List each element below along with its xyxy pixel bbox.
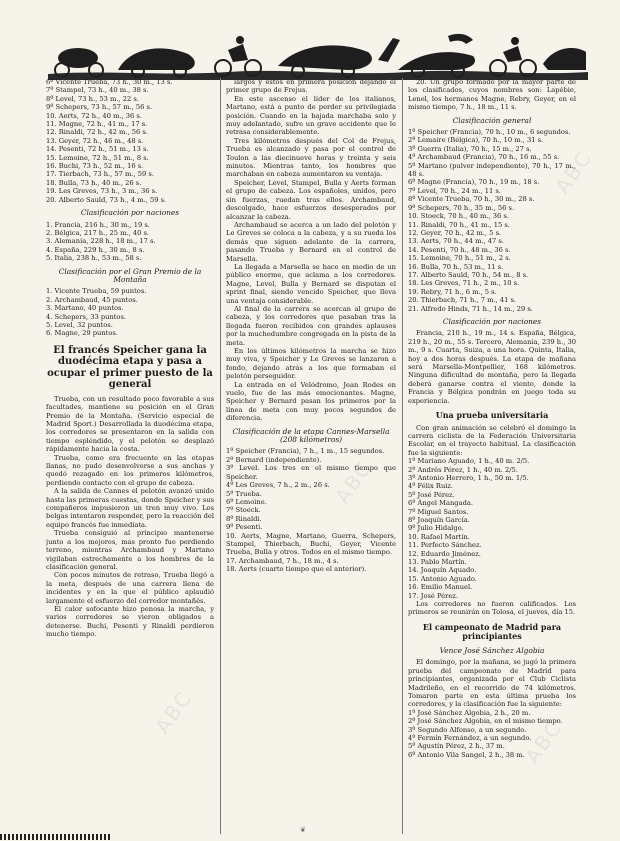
list-item: 13. Geyer, 72 h., 46 m., 48 s. [46,136,144,145]
list-item: 4º Les Greves, 7 h., 2 m., 26 s. [226,481,330,490]
list-item: 20. Thierbach, 71 h., 7 m., 41 s. [408,296,517,305]
section-heading: Clasificación de la etapa Cannes-Marsella (208 kilómetros) [232,426,390,445]
list-item: 6º Magne (Francia), 70 h., 19 m., 18 s. [408,178,540,187]
list-item: 1º José Sánchez Algobia, 2 h., 20 m. [408,708,531,717]
list-item: 9º Pesenti. [226,523,263,532]
list-item: 9º Julio Hidalgo. [408,524,464,533]
article-paragraph: Archambaud se acerca a un lado del pelotón y Le Greves se coloca a la cabeza, y a su rueda los demás que siguen adelante de la carrera, pasando Trueba y Bernard en el control de Marsella. [226,220,396,263]
list-item: 12. Rinaldi, 72 h., 42 m., 56 s. [46,128,148,137]
list-item: 4. España, 229 h., 30 m., 8 s. [46,245,145,254]
list-item: 5º Martano (pulver independiente), 70 h., 17 m., 48 s. [408,161,576,179]
list-item: 10. Rafael Martín. [408,532,470,541]
list-item: 21. Alfredo Hinds, 71 h., 14 m., 29 s. [408,304,533,313]
list-item: 16. Emilio Manuel. [408,583,473,592]
list-item: 8º Joaquín García. [408,516,470,524]
list-item: 8º Rinaldi. [226,514,262,523]
column-middle [226,78,396,836]
list-item: 17. Alberto Sauld, 70 h., 54 m., 8 s. [408,270,529,279]
list-item: 10. Aerts, 72 h., 40 m., 36 s. [46,111,142,120]
list-item: 15. Lemoine, 72 h., 51 m., 8 s. [46,153,149,162]
list-item: 11. Perfecto Sánchez. [408,541,482,550]
article-paragraph: Trueba consiguió al principio mantenerse junto a los mejores, mas pronto fue perdiendo terreno, mientras Archambaud y Martano vigilaban estrechamente a los hombres de la clasificación general. [46,529,214,571]
list-item: 1. Vicente Trueba, 59 puntos. [46,287,147,296]
article-paragraph: Al final de la carrera se acercan al grupo de cabeza, y los corredores que pasaban tras la llegada fueron recibidos con grandes aplausos por la muchedumbre congregada en la pista de la meta. [226,304,396,347]
section-heading: Clasificación por naciones [442,316,542,326]
nations-list [46,221,214,263]
list-item: 13. Aerts, 70 h., 44 m., 47 s. [408,237,504,246]
list-item: 2. Bélgica, 217 h., 25 m., 40 s. [46,228,150,237]
list-item: 1º Speicher (Francia), 7 h., 1 m., 15 segundos. [226,447,385,456]
article-paragraph: A la salida de Cannes el pelotón avanzó unido hasta las primeras cuestas, donde Speicher y sus compañeros impusieron un tren muy vivo. Los belgas intentaron responder, pero la reacción del equipo francés fue inmediata. [46,487,214,529]
list-item: 19. Les Greves, 73 h., 3 m., 36 s. [46,187,158,196]
list-item: 10. Stoeck, 70 h., 40 m., 36 s. [408,212,509,221]
list-item: 17. Tierbach, 73 h., 57 m., 59 s. [46,170,154,179]
article-paragraph: Con pocos minutos de retraso, Trueba llegó a la meta, después de una carrera llena de incidentes y en la que el público aplaudió largamente el esfuerzo del corredor montañés. [46,571,214,605]
list-item: 8º Vicente Trueba, 70 h., 30 m., 28 s. [408,195,535,204]
list-item: 6º Vicente Trueba, 73 h., 30 m., 13 s. [46,78,173,86]
list-item: 3º Level. Los tres en el mismo tiempo que Speicher. [226,464,396,481]
list-item: 17. José Pérez. [408,591,458,600]
list-item: 18. Les Greves, 71 h., 2 m., 10 s. [408,279,520,288]
list-item: 15. Lemoine, 70 h., 51 m., 2 s. [408,254,511,263]
article-paragraph: largos y estos en primera posición dejando el primer grupo de Frejus. [226,78,396,95]
section-heading: Clasificación general [452,115,532,125]
article-paragraph: Con gran animación se celebró el domingo la carrera ciclista de la Federación Universitaria Escolar, en el trayecto habitual. La clasificación fue la siguiente: [408,423,576,457]
list-item: 2º Lemaire (Bélgica), 70 h., 10 m., 31 s. [408,136,544,145]
article-paragraph: Francia, 210 h., 19 m., 14 s. España, Bélgica, 219 h., 20 m., 55 s. Tercero, Alemania, 239 h., 30 m., 9 s. Cuarta, Suiza, a una hora. Quinta, Italia, hoy a dos horas después. La etapa de mañana será Marsella-Montpellier, 168 kilómetros. Ninguna dificultad de montaña, pero la llegada deberá ganarse contra el viento, donde la Francia y Bélgica pondrán en juego toda su experiencia. [408,329,576,405]
list-item: 5º Agustín Pérez, 2 h., 37 m. [408,742,505,751]
list-item: 1º Speicher (Francia), 70 h., 10 m., 6 segundos. [408,128,571,137]
fleuron-ornament: ❦ [300,826,306,834]
general-ranking-list [46,78,214,204]
list-item: 15. Antonio Aguado. [408,574,477,583]
list-item: 18. Aerts (cuarto tiempo que el anterior). [226,565,367,574]
list-item: 9º Schepers, 70 h., 35 m., 56 s. [408,203,515,212]
list-item: 1. Francia, 216 h., 30 m., 19 s. [46,220,150,229]
list-item: 11. Magne, 72 h., 41 m., 17 s. [46,120,148,129]
list-item: 9º Schepers, 73 h., 57 m., 56 s. [46,103,153,112]
article-paragraph: El calor sofocante hizo penosa la marcha, y varios corredores se vieron obligados a detenerse. Buchi, Pesenti y Rinaldi perdieron mucho tiempo. [46,604,214,639]
article-headline: El campeonato de Madrid para principiantes [422,621,562,642]
list-item: 3. Alemania, 228 h., 18 m., 17 s. [46,237,156,246]
list-item: 6º Antonio Vila Sangel, 2 h., 38 m. [408,750,525,759]
list-item: 6º Lemoine. [226,497,267,506]
scan-edge-marks [0,834,110,840]
list-item: 5. Level, 32 puntos. [46,320,113,329]
list-item: 12. Geyer, 70 h., 42 m., 5 s. [408,228,502,237]
list-item: 4º Archambaud (Francia), 70 h., 16 m., 55 s. [408,153,560,162]
list-item: 12. Eduardo Jiménez. [408,549,481,558]
list-item: 7º Level, 70 h., 24 m., 11 s. [408,186,501,195]
list-item: 11. Rinaldi, 70 h., 41 m., 15 s. [408,220,510,229]
list-item: 3º Guerra (Italia), 70 h., 15 m., 27 s. [408,144,532,153]
watermark: ABC [520,715,567,769]
article-paragraph: 20. Un grupo formado por la mayor parte de los clasificados, cuyos nombres son: Lapébie, Lenel, los hermanos Magne, Rebry, Geyer, en el mismo tiempo, 7 h., 18 m., 11 s. [408,78,576,112]
article-paragraph: La entrada en el Velódromo, Jean Rodes en vuelo, fue de las más emocionantes. Magne, Speicher y Bernard pasan los primeros por la línea de meta con muy pocos segundos de diferencia. [226,380,396,423]
list-item: 16. Buchi, 73 h., 52 m., 16 s. [46,162,144,171]
list-item: 2º Andrés Pérez, 1 h., 40 m. 2/5. [408,465,518,474]
list-item: 2º José Sánchez Algobia, en el mismo tiempo. [408,717,563,726]
article-paragraph: Trueba, con un resultado poco favorable a sus facultades, mantiene su posición en el Gran Premio de la Montaña. (Servicio especial de Madrid Sport.) Desarrollada la duodécima etapa, los corredores se presentaron en la salida con tiempo espléndido, y el pelotón se desplazó rápidamente hacia la costa. [46,394,214,454]
list-item: 7º Stampel, 73 h., 40 m., 38 s. [46,86,149,95]
list-item: 2. Archambaud, 45 puntos. [46,295,138,304]
list-item: 7º Miguel Santos. [408,507,469,516]
article-paragraph: Trueba, como era frecuente en las etapas llanas, no pudo desenvolverse a sus anchas y quedó rezagado en los primeros kilómetros, perdiendo contacto con el grupo de cabeza. [46,453,214,487]
watermark: ABC [150,685,197,739]
article-paragraph: En este ascenso el líder de los italianos, Martano, está a punto de perder su privilegiada posición. Cuando en la bajada marchaba solo y muy adelantado, sufre un grave accidente que le retrasa considerablemente. [226,94,396,137]
section-heading: Clasificación por el Gran Premio de la Montaña [58,266,202,284]
section-heading: Clasificación por naciones [80,208,180,218]
article-subheadline: Vence José Sánchez Algobia [439,645,545,655]
general-classification-list [408,128,576,313]
column-divider [220,78,221,834]
list-item: 3º Segundo Alfonso, a un segundo. [408,725,527,734]
article-paragraph: En los últimos kilómetros la marcha se hizo muy viva, y Speicher y Le Greves se lanzaron a fondo, dejando atrás a los que formaban el pelotón perseguidor. [226,347,396,381]
list-item: 7º Stoeck. [226,506,261,515]
list-item: 6º Ángel Mangada. [408,499,473,508]
article-paragraph: El domingo, por la mañana, se jugó la primera prueba del campeonato de Madrid para principiantes, organizada por el Club Ciclista Madrileño, en el recorrido de 74 kilómetros. Tomaron parte en esta última prueba los corredores, y la clasificación fue la siguiente: [408,658,576,709]
column-divider [402,78,403,834]
article-headline: El francés Speicher gana la duodécima etapa y pasa a ocupar el primer puesto de la general [47,344,213,391]
watermark: ABC [330,455,377,509]
list-item: 19. Rebry, 71 h., 6 m., 5 s. [408,287,497,296]
list-item: 4. Schepers, 33 puntos. [46,312,127,321]
list-item: 5. Italia, 238 h., 53 m., 58 s. [46,254,142,263]
list-item: 17. Archambaud, 7 h., 18 m., 4 s. [226,556,339,565]
list-item: 2º Bernard (independiente). [226,455,322,464]
watermark: ABC [550,145,597,199]
university-results-list [408,457,576,600]
column-left [46,78,214,836]
list-item: 14. Pesenti, 72 h., 51 m., 13 s. [46,145,149,154]
list-item: 14. Pesenti, 70 h., 48 m., 36 s. [408,245,511,254]
mountain-list [46,287,214,337]
list-item: 18. Bulla, 73 h., 40 m., 26 s. [46,178,142,187]
list-item: 3. Martano, 40 puntos. [46,304,124,313]
list-item: 16. Bulla, 70 h., 53 m., 11 s. [408,262,504,271]
article-paragraph: Tres kilómetros después del Col de Frejus, Trueba es alcanzado y pasa por el control de Toulon a las diecinueve horas y treinta y seis minutos. Mientras tanto, los hombres que marchaban en cabeza aumentaron su ventaja. [226,136,396,179]
list-item: 8º Level, 73 h., 53 m., 22 s. [46,94,139,103]
article-paragraph: Los corredores no fueron calificados. Los primeros se reunirán en Tolosa, el jueves, día 15. [408,600,576,617]
list-item: 4º Fermín Fernández, a un segundo. [408,733,532,742]
article-paragraph: La llegada a Marsella se hace en medio de un público enorme, que aclama a los corredores. Magne, Level, Bulla y Bernard se disputan el sprint final, siendo vencido Speicher, que lleva una ventaja considerable. [226,262,396,305]
list-item: 10. Aerts, Magne, Martano, Guerra, Schepers, Stampel, Thierbach, Buchi, Geyer, Vicente Trueba, Bulla y otros. Todos en el mismo tiempo. [226,531,396,557]
list-item: 5º José Pérez. [408,490,455,499]
cycling-race-vignette-icon [48,30,588,80]
list-item: 1º Mariano Aguado, 1 h., 40 m. 2/5. [408,457,530,466]
article-headline: Una prueba universitaria [435,410,549,421]
list-item: 13. Pablo Martín. [408,558,467,567]
list-item: 5º Trueba. [226,489,262,498]
list-item: 4º Félix Ruiz. [408,482,454,491]
list-item: 14. Joaquín Aquado. [408,566,477,575]
list-item: 20. Alberto Sauld, 73 h., 4 m., 59 s. [46,195,167,204]
list-item: 3º Antonio Herrero, 1 h., 50 m. 1/5. [408,473,529,482]
list-item: 6. Magne, 29 puntos. [46,329,118,338]
article-paragraph: Speicher, Level, Stampel, Bulla y Aerts forman el grupo de cabeza. Los españoles, unidos, pero sin fuerzas, ruedan tras ellos. Archambaud, descolgado, hace esfuerzos desesperados por alcanzar la cabeza. [226,178,396,221]
